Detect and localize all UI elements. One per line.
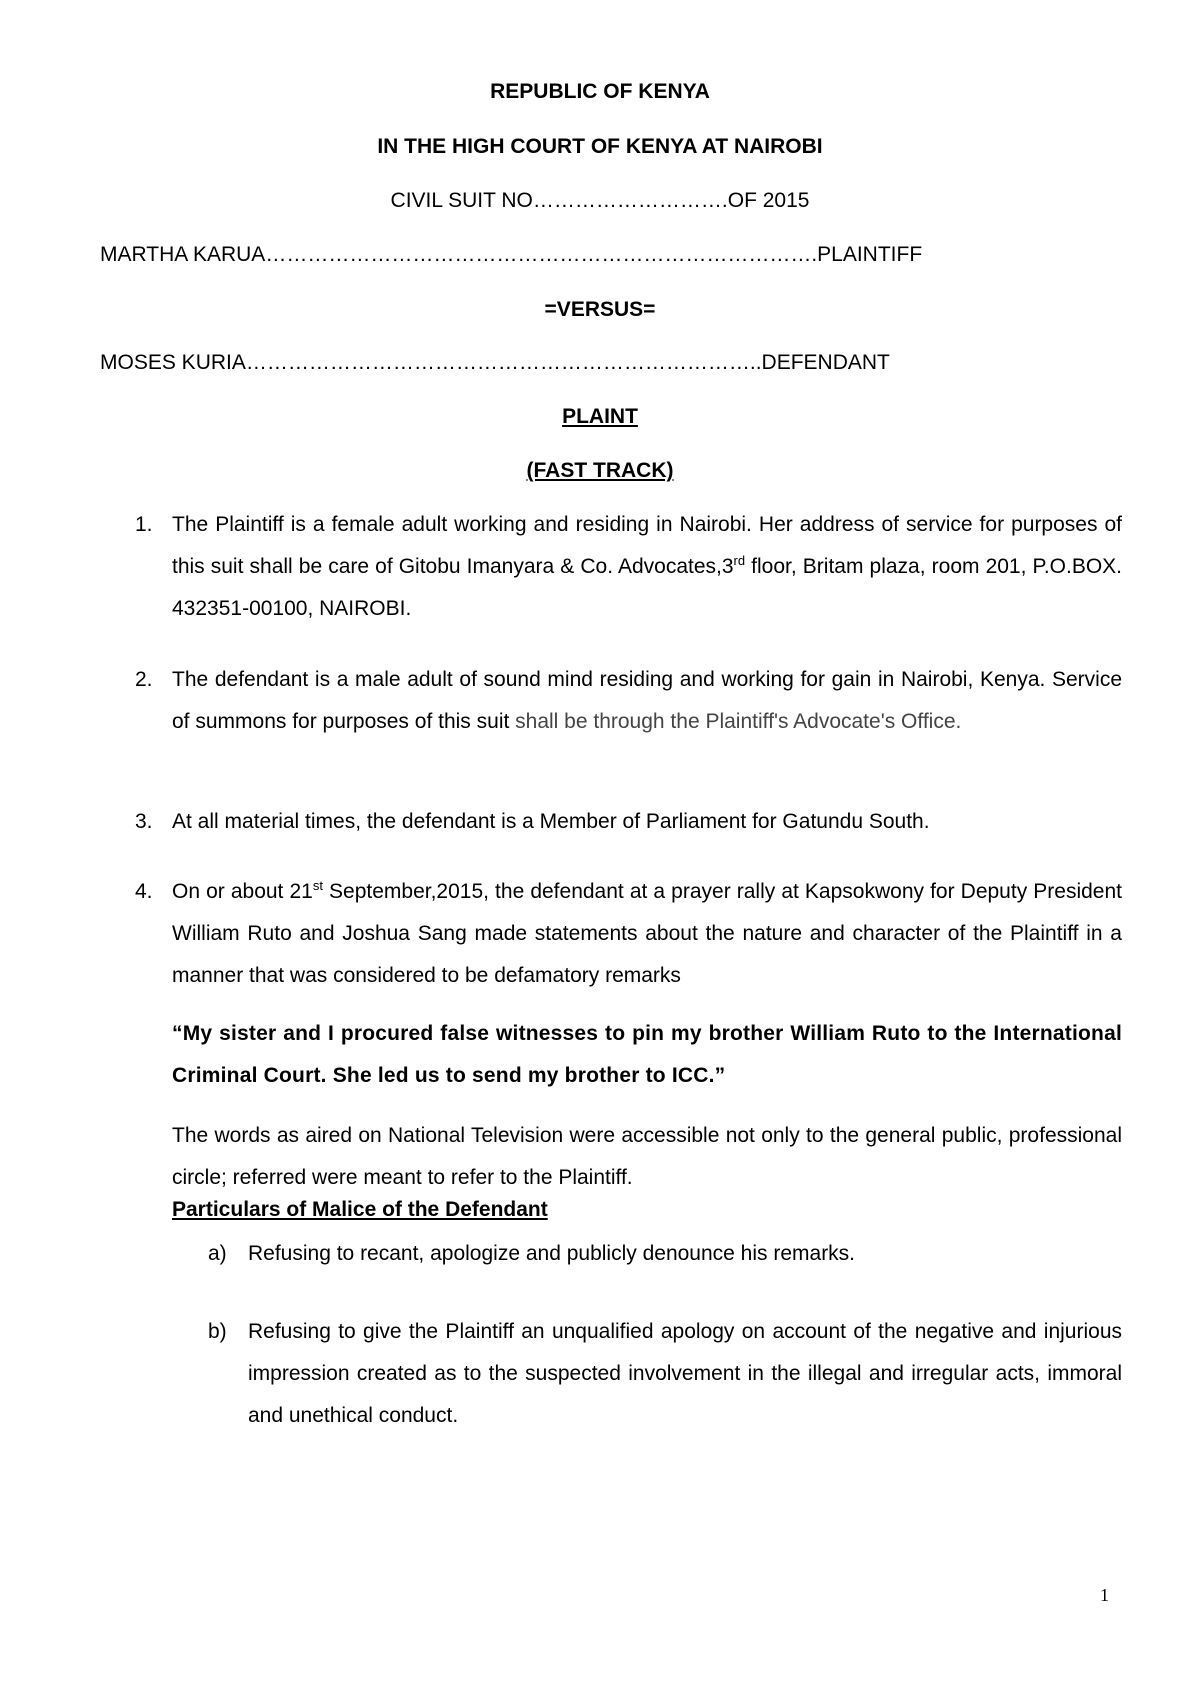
para-1-sup: rd <box>733 553 746 568</box>
para-2 <box>172 659 1122 743</box>
malice-item-a-label: a) <box>208 1242 227 1265</box>
para-1-text-a: The Plaintiff is a female adult working and residing in Nairobi. Her address of service for purposes of this suit shall be care of Gitobu Imanyara & Co. Advocates,3 <box>172 513 1122 578</box>
malice-item-b-label: b) <box>208 1320 227 1343</box>
para-4-sup: st <box>312 878 323 893</box>
court-heading: IN THE HIGH COURT OF KENYA AT NAIROBI <box>377 135 823 158</box>
malice-heading: Particulars of Malice of the Defendant <box>172 1198 548 1221</box>
para-2-text-b: shall be through the Plaintiff's Advocate's Office. <box>515 710 962 733</box>
para-1-number: 1. <box>135 513 153 536</box>
malice-item-b: Refusing to give the Plaintiff an unqualified apology on account of the negative and injurious impression created as to the suspected involvement in the illegal and irregular acts, immoral and unethical conduct. <box>248 1320 1122 1427</box>
para-4-text-a: On or about 21 <box>172 880 313 903</box>
para-3: At all material times, the defendant is a Member of Parliament for Gatundu South. <box>172 810 930 833</box>
defendant-line: MOSES KURIA………………………………………………………………..DEFENDANT <box>100 351 890 374</box>
para-2-number: 2. <box>135 668 153 691</box>
fast-track-title: (FAST TRACK) <box>526 459 674 482</box>
defamatory-quote: “My sister and I procured false witnesses to pin my brother William Ruto to the International Criminal Court. She led us to send my brother to ICC.” <box>172 1022 1122 1087</box>
para-4-after: The words as aired on National Television were accessible not only to the general public, professional circle; referred were meant to refer to the Plaintiff. <box>172 1124 1122 1189</box>
malice-item-a: Refusing to recant, apologize and publicly denounce his remarks. <box>248 1242 856 1265</box>
para-1-text-b: floor, Britam plaza, room 201, P.O.BOX. 432351-00100, NAIROBI. <box>172 555 1123 620</box>
plaintiff-line: MARTHA KARUA…………………………………………………………………….PLAINTIFF <box>100 243 923 266</box>
republic-heading: REPUBLIC OF KENYA <box>490 80 710 103</box>
para-3-number: 3. <box>135 810 153 833</box>
plaint-title: PLAINT <box>562 405 638 428</box>
page-number: 1 <box>1100 1585 1109 1605</box>
suit-number-text: CIVIL SUIT NO……………………….OF 2015 <box>390 189 810 212</box>
para-1 <box>172 504 1122 630</box>
para-4-text-b: September,2015, the defendant at a prayer rally at Kapsokwony for Deputy President William Ruto and Joshua Sang made statements about the nature and character of the Plaintiff in a manner that was considered to be defamatory remarks <box>172 880 1122 987</box>
para-4 <box>172 871 1122 997</box>
para-2-text-a: The defendant is a male adult of sound mind residing and working for gain in Nairobi, Kenya. Service of summons for purposes of this suit <box>172 668 1122 733</box>
versus-line: =VERSUS= <box>544 298 656 321</box>
suit-number <box>0 189 1200 213</box>
para-4-number: 4. <box>135 880 153 903</box>
